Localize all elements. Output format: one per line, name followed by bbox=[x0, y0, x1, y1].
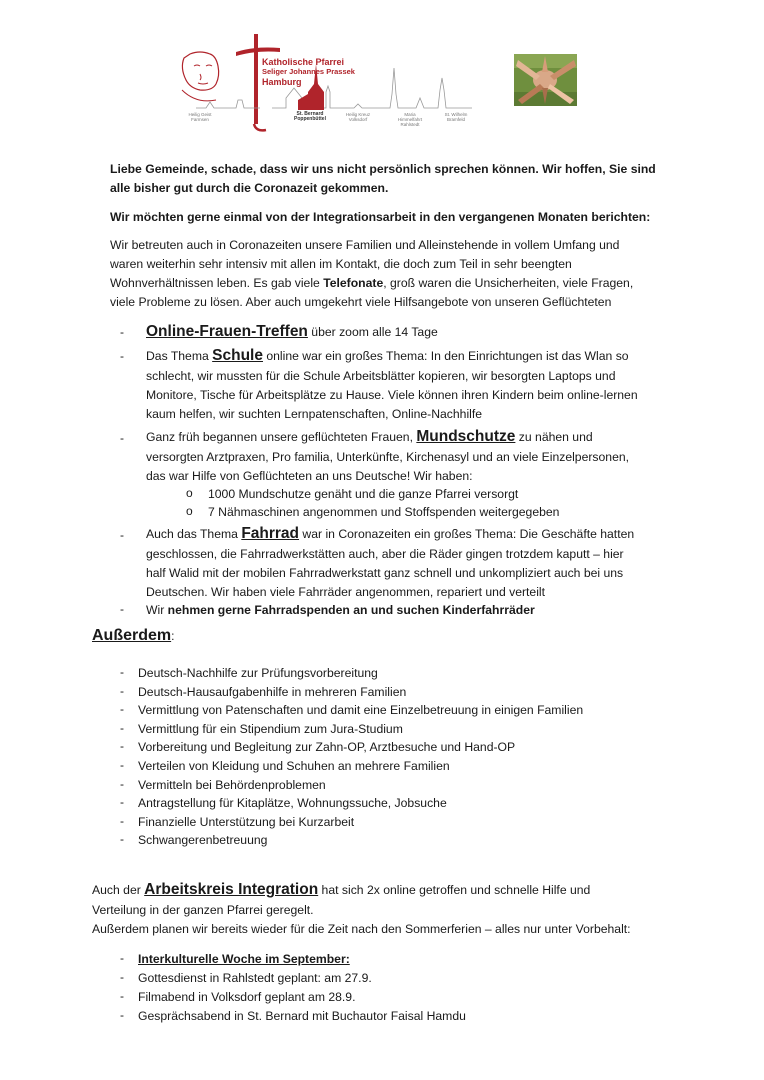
item-mundschutz-line-1: Ganz früh begannen unsere geflüchteten Frauen, Mundschutze zu nähen und bbox=[146, 428, 593, 445]
dash-bullet: - bbox=[120, 989, 124, 1003]
ausserdem-item: Deutsch-Nachhilfe zur Prüfungsvorbereitung bbox=[138, 666, 378, 680]
dash-bullet: - bbox=[120, 665, 124, 679]
dash-bullet: - bbox=[120, 777, 124, 791]
item-mundschutz-line-2: versorgten Arztpraxen, Pro familia, Unterkünfte, Kirchenasyl und an viele Einzelpersonen, bbox=[146, 450, 630, 464]
logo-subtitle: Seliger Johannes Prassek bbox=[262, 67, 355, 76]
dash-bullet: - bbox=[120, 814, 124, 828]
sub-item-1: 1000 Mundschutze genäht und die ganze Pfarrei versorgt bbox=[208, 487, 519, 501]
ausserdem-item: Antragstellung für Kitaplätze, Wohnungssuche, Jobsuche bbox=[138, 796, 447, 810]
ausserdem-item: Verteilen von Kleidung und Schuhen an mehrere Familien bbox=[138, 759, 450, 773]
ausserdem-heading: Außerdem: bbox=[92, 627, 175, 644]
dash-bullet: - bbox=[120, 758, 124, 772]
woche-title: Interkulturelle Woche im September: bbox=[138, 952, 350, 966]
ak-line-3: Außerdem planen wir bereits wieder für die Zeit nach den Sommerferien – alles nur unter Vorbehalt: bbox=[92, 922, 631, 936]
para-line-4: viele Probleme zu lösen. Aber auch umgekehrt viele Hilfsangebote von unseren Geflüchteten bbox=[110, 295, 612, 309]
ak-line-1: Auch der Arbeitskreis Integration hat sich 2x online getroffen und schnelle Hilfe und bbox=[92, 881, 591, 898]
item-mundschutz-line-3: das war Hilfe von Geflüchteten an uns Deutsche! Wir haben: bbox=[146, 469, 473, 483]
telefonate-bold: Telefonate bbox=[323, 276, 384, 290]
dash-bullet: - bbox=[120, 970, 124, 984]
circle-bullet: o bbox=[186, 486, 193, 500]
ak-line-2: Verteilung in der ganzen Pfarrei geregelt. bbox=[92, 903, 314, 917]
ausserdem-item: Schwangerenbetreuung bbox=[138, 833, 268, 847]
ausserdem-item: Vermittlung für ein Stipendium zum Jura-Studium bbox=[138, 722, 403, 736]
dash-bullet: - bbox=[120, 739, 124, 753]
logo-city: Hamburg bbox=[262, 77, 302, 87]
ausserdem-item: Vermittlung von Patenschaften und damit eine Einzelbetreuung in einigen Familien bbox=[138, 703, 584, 717]
item-fahrradspenden: Wir nehmen gerne Fahrradspenden an und suchen Kinderfahrräder bbox=[146, 603, 535, 617]
dash-bullet: - bbox=[120, 602, 124, 616]
hands-photo bbox=[514, 54, 577, 106]
logo-caption-heilig-geist: Heilig Geist Farmsen bbox=[188, 112, 212, 122]
woche-event-1: Gottesdienst in Rahlstedt geplant: am 27.9. bbox=[138, 971, 372, 985]
dash-bullet: - bbox=[120, 721, 124, 735]
dash-bullet: - bbox=[120, 1008, 124, 1022]
circle-bullet: o bbox=[186, 504, 193, 518]
intro-line-3: Wir möchten gerne einmal von der Integrationsarbeit in den vergangenen Monaten berichten: bbox=[110, 210, 651, 224]
ausserdem-item: Finanzielle Unterstützung bei Kurzarbeit bbox=[138, 815, 355, 829]
para-line-1: Wir betreuten auch in Coronazeiten unsere Familien und Alleinstehende in vollem Umfang und bbox=[110, 238, 620, 252]
logo-caption-heilig-kreuz: Heilig Kreuz Volksdorf bbox=[345, 112, 371, 122]
dash-bullet: - bbox=[120, 702, 124, 716]
item-online-frauen: Online-Frauen-Treffen über zoom alle 14 Tage bbox=[146, 323, 438, 340]
para-line-3: Wohnverhältnissen leben. Es gab viele Telefonate, groß waren die Unsicherheiten, viele Fragen, bbox=[110, 276, 634, 290]
item-schule-line-3: Monitore, Tische für Arbeitsplätze zu Hause. Viele können ihren Kindern beim online-lernen bbox=[146, 388, 638, 402]
dash-bullet: - bbox=[120, 431, 124, 445]
item-fahrrad-line-1: Auch das Thema Fahrrad war in Coronazeiten ein großes Thema: Die Geschäfte hatten bbox=[146, 525, 635, 542]
woche-event-2: Filmabend in Volksdorf geplant am 28.9. bbox=[138, 990, 356, 1004]
logo-caption-maria-himmelfahrt: Maria Himmelfahrt Rahlstedt bbox=[397, 112, 423, 127]
ausserdem-item: Vermitteln bei Behördenproblemen bbox=[138, 778, 326, 792]
dash-bullet: - bbox=[120, 325, 124, 339]
intro-line-2: alle bisher gut durch die Coronazeit gekommen. bbox=[110, 181, 389, 195]
dash-bullet: - bbox=[120, 684, 124, 698]
woche-event-3: Gesprächsabend in St. Bernard mit Buchautor Faisal Hamdu bbox=[138, 1009, 466, 1023]
item-fahrrad-line-2: geschlossen, die Fahrradwerkstätten auch, aber die Räder gingen trotzdem kaputt – hier bbox=[146, 547, 624, 561]
logo-text bbox=[262, 57, 355, 87]
intro-line-1: Liebe Gemeinde, schade, dass wir uns nicht persönlich sprechen können. Wir hoffen, Sie sind bbox=[110, 162, 656, 176]
item-schule-line-2: schlecht, wir mussten für die Schule Arbeitsblätter kopieren, wir besorgten Laptops und bbox=[146, 369, 616, 383]
item-schule-line-1: Das Thema Schule online war ein großes Thema: In den Einrichtungen ist das Wlan so bbox=[146, 347, 629, 364]
para-line-2: waren weiterhin sehr intensiv mit allen im Kontakt, die doch zum Teil in sehr beengten bbox=[110, 257, 572, 271]
dash-bullet: - bbox=[120, 832, 124, 846]
logo-caption-st-bernard: St. Bernard Poppenbüttel bbox=[294, 111, 326, 122]
logo-title: Katholische Pfarrei bbox=[262, 57, 345, 67]
logo-caption-st-wilhelm: St. Wilhelm Bramfeld bbox=[444, 112, 468, 122]
dash-bullet: - bbox=[120, 528, 124, 542]
item-fahrrad-line-4: Deutschen. Wir haben viele Fahrräder angenommen, repariert und verteilt bbox=[146, 585, 546, 599]
ausserdem-item: Deutsch-Hausaufgabenhilfe in mehreren Familien bbox=[138, 685, 407, 699]
dash-bullet: - bbox=[120, 951, 124, 965]
item-fahrrad-line-3: half Walid mit der mobilen Fahrradwerkstatt ganz schnell und unkompliziert auch bei uns bbox=[146, 566, 624, 580]
dash-bullet: - bbox=[120, 795, 124, 809]
item-schule-line-4: kaum helfen, wir suchten Lernpatenschaften, Online-Nachhilfe bbox=[146, 407, 483, 421]
dash-bullet: - bbox=[120, 349, 124, 363]
sub-item-2: 7 Nähmaschinen angenommen und Stoffspenden weitergegeben bbox=[208, 505, 560, 519]
ausserdem-item: Vorbereitung und Begleitung zur Zahn-OP, Arztbesuche und Hand-OP bbox=[138, 740, 516, 754]
